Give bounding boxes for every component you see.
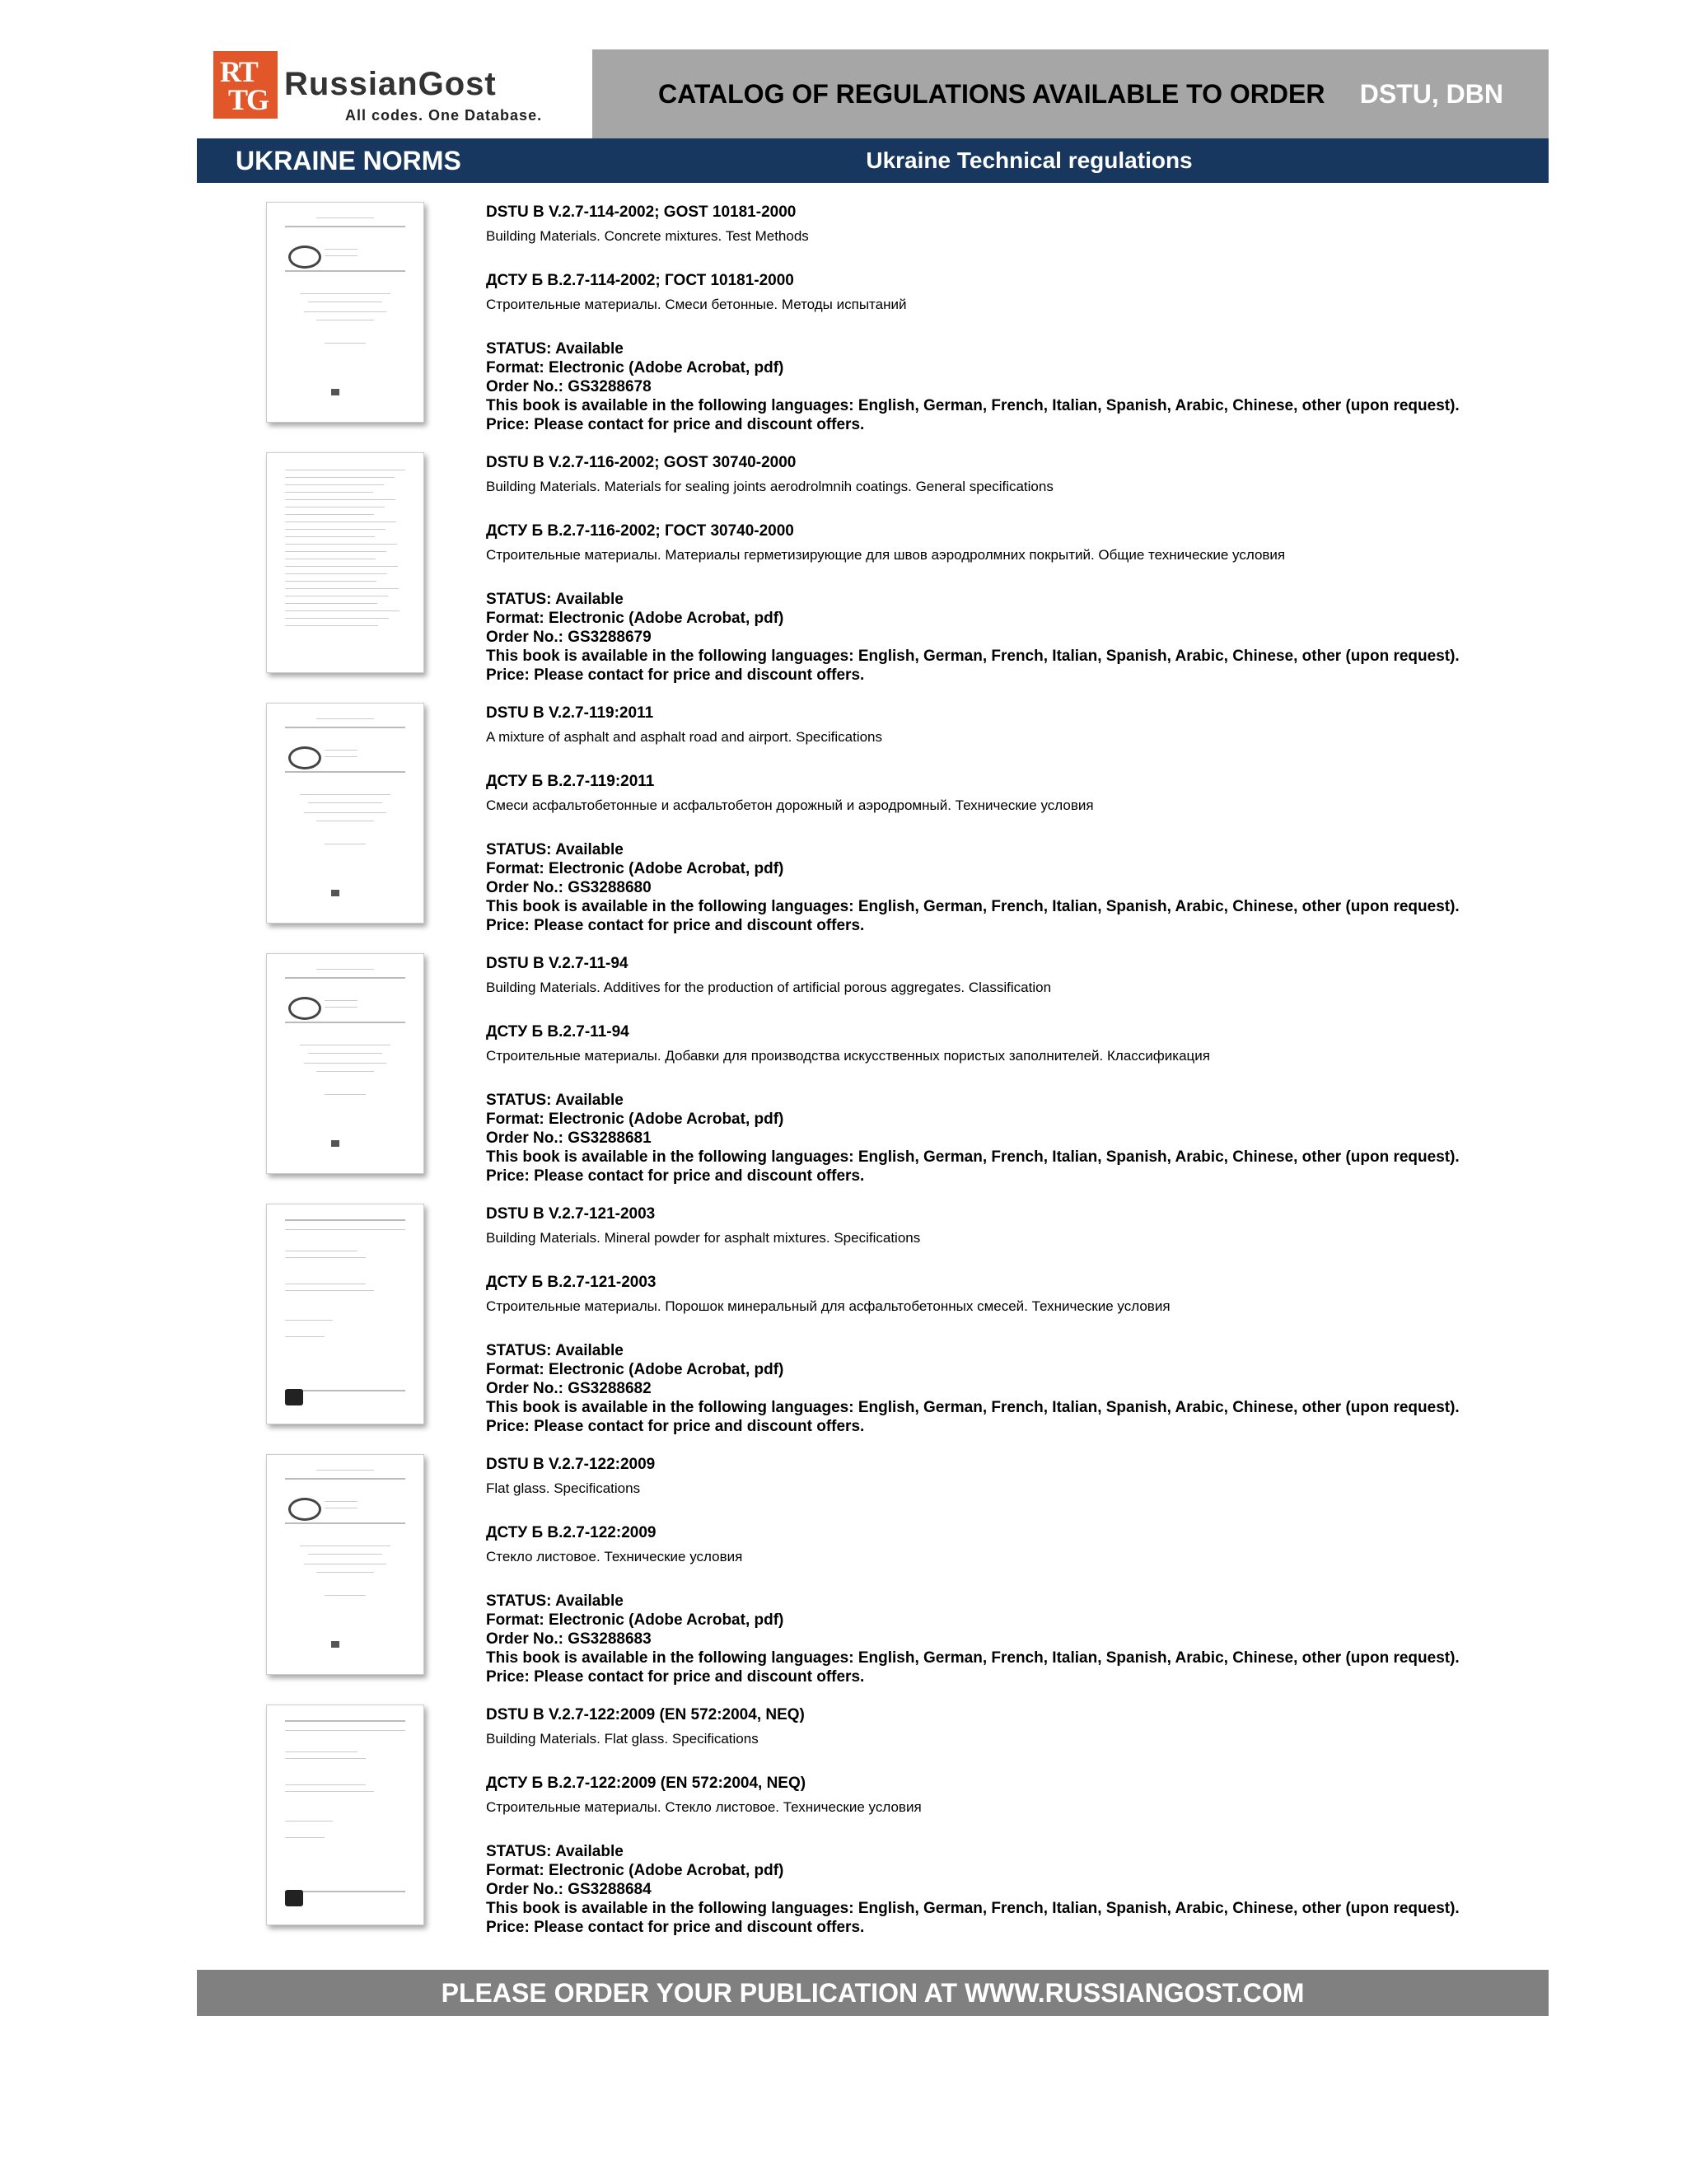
entry-details: [486, 703, 1549, 935]
entry-list: [197, 202, 1549, 1955]
entry-title-ru: Строительные материалы. Материалы герметизирующие для швов аэродролмних покрытий. Общие технические условия: [486, 547, 1286, 563]
catalog-entry: [197, 1705, 1549, 1955]
catalog-entry: [197, 202, 1549, 452]
entry-code-en: DSTU B V.2.7-122:2009: [486, 1456, 656, 1473]
entry-code-en: DSTU B V.2.7-114-2002; GOST 10181-2000: [486, 203, 797, 221]
entry-details: [486, 1454, 1549, 1686]
entry-price: Price: Please contact for price and discount offers.: [486, 1167, 865, 1185]
entry-languages: This book is available in the following languages: English, German, French, Italian, Spanish, Arabic, Chinese, other (upon request).: [486, 1148, 1460, 1166]
entry-languages: This book is available in the following languages: English, German, French, Italian, Spanish, Arabic, Chinese, other (upon request).: [486, 1649, 1460, 1667]
entry-status: STATUS: Available: [486, 1342, 624, 1359]
entry-price: Price: Please contact for price and discount offers.: [486, 1418, 865, 1435]
logo-mark: [213, 51, 278, 119]
entry-languages: This book is available in the following languages: English, German, French, Italian, Spanish, Arabic, Chinese, other (upon request).: [486, 898, 1460, 915]
publisher-mark-icon: [331, 890, 339, 896]
footer-text: PLEASE ORDER YOUR PUBLICATION AT WWW.RUSSIANGOST.COM: [441, 1977, 1305, 2008]
brand-name: RussianGost: [284, 66, 497, 102]
standard-emblem-icon: [288, 746, 321, 769]
entry-order-number: Order No.: GS3288680: [486, 879, 652, 896]
entry-languages: This book is available in the following languages: English, German, French, Italian, Spanish, Arabic, Chinese, other (upon request).: [486, 397, 1460, 414]
entry-price: Price: Please contact for price and discount offers.: [486, 416, 865, 433]
entry-details: [486, 1204, 1549, 1436]
entry-title-ru: Строительные материалы. Смеси бетонные. Методы испытаний: [486, 297, 907, 312]
document-cover-thumbnail[interactable]: [266, 1454, 424, 1675]
catalog-page: [197, 49, 1549, 1955]
logo: [197, 49, 592, 138]
catalog-entry: [197, 452, 1549, 703]
entry-format: Format: Electronic (Adobe Acrobat, pdf): [486, 1361, 784, 1378]
entry-title-en: A mixture of asphalt and asphalt road and airport. Specifications: [486, 729, 883, 745]
entry-code-en: DSTU B V.2.7-11-94: [486, 955, 629, 972]
entry-title-en: Building Materials. Materials for sealing joints aerodrolmnih coatings. General specifications: [486, 479, 1054, 494]
page-header: [197, 49, 1549, 138]
entry-status: STATUS: Available: [486, 1092, 624, 1109]
catalog-entry: [197, 953, 1549, 1204]
entry-details: [486, 1705, 1549, 1937]
entry-languages: This book is available in the following languages: English, German, French, Italian, Spanish, Arabic, Chinese, other (upon request).: [486, 1399, 1460, 1416]
catalog-entry: [197, 1204, 1549, 1454]
entry-title-en: Building Materials. Mineral powder for asphalt mixtures. Specifications: [486, 1230, 921, 1246]
entry-code-en: DSTU B V.2.7-116-2002; GOST 30740-2000: [486, 454, 797, 471]
logo-letters-bottom: TG: [228, 83, 269, 116]
entry-code-ru: ДСТУ Б В.2.7-122:2009 (EN 572:2004, NEQ): [486, 1775, 806, 1792]
order-footer[interactable]: [197, 1970, 1549, 2016]
entry-title-ru: Смеси асфальтобетонные и асфальтобетон дорожный и аэродромный. Технические условия: [486, 797, 1094, 813]
entry-format: Format: Electronic (Adobe Acrobat, pdf): [486, 1111, 784, 1128]
entry-order-number: Order No.: GS3288682: [486, 1380, 652, 1397]
entry-languages: This book is available in the following languages: English, German, French, Italian, Spanish, Arabic, Chinese, other (upon request).: [486, 1900, 1460, 1917]
entry-order-number: Order No.: GS3288681: [486, 1129, 652, 1147]
entry-title-ru: Строительные материалы. Стекло листовое. Технические условия: [486, 1799, 922, 1815]
entry-code-ru: ДСТУ Б В.2.7-114-2002; ГОСТ 10181-2000: [486, 272, 794, 289]
entry-title-en: Building Materials. Flat glass. Specifications: [486, 1731, 759, 1747]
entry-code-ru: ДСТУ Б В.2.7-121-2003: [486, 1274, 657, 1291]
catalog-entry: [197, 703, 1549, 953]
document-cover-thumbnail[interactable]: [266, 1705, 424, 1925]
standard-emblem-icon: [288, 1498, 321, 1521]
entry-languages: This book is available in the following languages: English, German, French, Italian, Spanish, Arabic, Chinese, other (upon request).: [486, 648, 1460, 665]
entry-status: STATUS: Available: [486, 1843, 624, 1860]
entry-code-en: DSTU B V.2.7-122:2009 (EN 572:2004, NEQ): [486, 1706, 805, 1723]
entry-format: Format: Electronic (Adobe Acrobat, pdf): [486, 1862, 784, 1879]
entry-title-en: Building Materials. Additives for the production of artificial porous aggregates. Classification: [486, 980, 1052, 995]
document-cover-thumbnail[interactable]: [266, 703, 424, 924]
entry-code-ru: ДСТУ Б В.2.7-122:2009: [486, 1524, 657, 1541]
catalog-title: CATALOG OF REGULATIONS AVAILABLE TO ORDER: [658, 78, 1325, 109]
entry-format: Format: Electronic (Adobe Acrobat, pdf): [486, 610, 784, 627]
entry-order-number: Order No.: GS3288683: [486, 1630, 652, 1648]
entry-title-en: Building Materials. Concrete mixtures. Test Methods: [486, 228, 809, 244]
entry-code-en: DSTU B V.2.7-119:2011: [486, 704, 654, 722]
entry-details: [486, 953, 1549, 1186]
entry-title-ru: Стекло листовое. Технические условия: [486, 1549, 743, 1564]
brand-tagline: All codes. One Database.: [345, 107, 543, 124]
logo-letters-top: RT: [220, 55, 257, 88]
entry-code-ru: ДСТУ Б В.2.7-116-2002; ГОСТ 30740-2000: [486, 522, 794, 540]
document-cover-thumbnail[interactable]: [266, 202, 424, 423]
entry-code-ru: ДСТУ Б В.2.7-11-94: [486, 1023, 629, 1041]
entry-code-en: DSTU B V.2.7-121-2003: [486, 1205, 656, 1223]
publisher-logo-icon: [285, 1890, 303, 1906]
entry-order-number: Order No.: GS3288679: [486, 629, 652, 646]
publisher-mark-icon: [331, 389, 339, 395]
catalog-header: [592, 49, 1549, 138]
section-subtitle: Ukraine Technical regulations: [866, 147, 1193, 173]
catalog-entry: [197, 1454, 1549, 1705]
publisher-mark-icon: [331, 1641, 339, 1648]
document-cover-thumbnail[interactable]: [266, 452, 424, 673]
document-cover-thumbnail[interactable]: [266, 953, 424, 1174]
entry-price: Price: Please contact for price and discount offers.: [486, 666, 865, 684]
entry-price: Price: Please contact for price and discount offers.: [486, 1668, 865, 1686]
document-cover-thumbnail[interactable]: [266, 1204, 424, 1424]
standard-emblem-icon: [288, 997, 321, 1020]
entry-details: [486, 452, 1549, 685]
section-bar: [197, 138, 1549, 183]
entry-title-en: Flat glass. Specifications: [486, 1480, 641, 1496]
entry-order-number: Order No.: GS3288678: [486, 378, 652, 395]
entry-title-ru: Строительные материалы. Порошок минеральный для асфальтобетонных смесей. Технические условия: [486, 1298, 1171, 1314]
entry-price: Price: Please contact for price and discount offers.: [486, 1919, 865, 1936]
entry-price: Price: Please contact for price and discount offers.: [486, 917, 865, 934]
publisher-mark-icon: [331, 1140, 339, 1147]
standard-emblem-icon: [288, 246, 321, 269]
section-title: UKRAINE NORMS: [236, 145, 461, 175]
entry-details: [486, 202, 1549, 434]
entry-status: STATUS: Available: [486, 591, 624, 608]
entry-format: Format: Electronic (Adobe Acrobat, pdf): [486, 359, 784, 376]
entry-format: Format: Electronic (Adobe Acrobat, pdf): [486, 860, 784, 877]
entry-title-ru: Строительные материалы. Добавки для производства искусственных пористых заполнителей. Классификация: [486, 1048, 1210, 1064]
entry-format: Format: Electronic (Adobe Acrobat, pdf): [486, 1611, 784, 1629]
entry-order-number: Order No.: GS3288684: [486, 1881, 652, 1898]
entry-status: STATUS: Available: [486, 1592, 624, 1610]
publisher-logo-icon: [285, 1389, 303, 1405]
entry-code-ru: ДСТУ Б В.2.7-119:2011: [486, 773, 655, 790]
entry-status: STATUS: Available: [486, 340, 624, 358]
catalog-codes: DSTU, DBN: [1359, 78, 1503, 109]
entry-status: STATUS: Available: [486, 841, 624, 858]
